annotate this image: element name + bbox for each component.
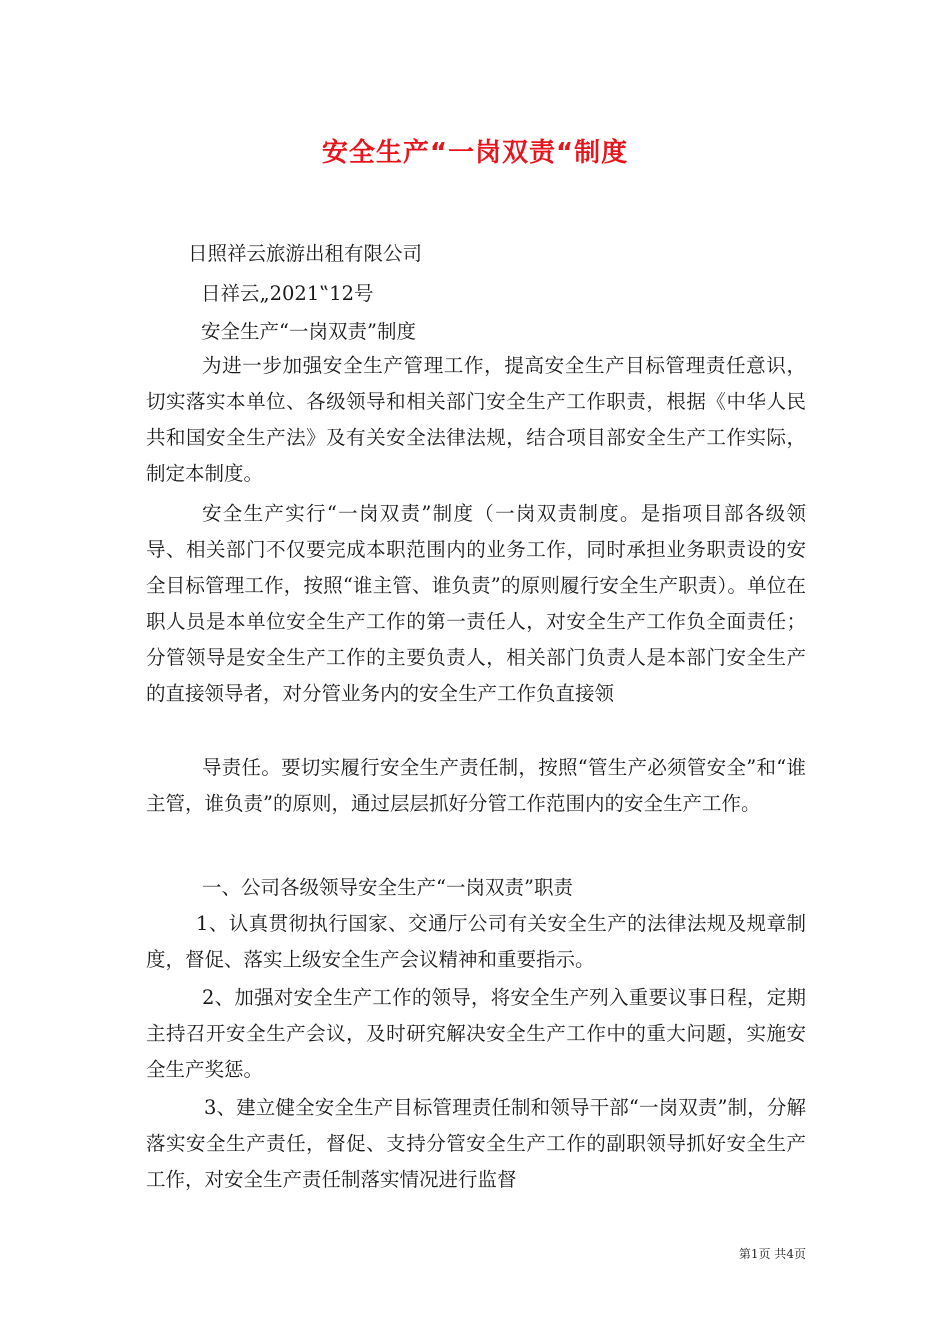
- page-number: 第1页 共4页: [738, 1247, 806, 1261]
- list-item-3: 3、建立健全安全生产目标管理责任制和领导干部“一岗双责”制，分解落实安全生产责任，督促、支持分管安全生产工作的副职领导抓好安全生产工作，对安全生产责任制落实情况进行监督: [146, 1096, 806, 1191]
- paragraph-intro: 为进一步加强安全生产管理工作，提高安全生产目标管理责任意识，切实落实本单位、各级领导和相关部门安全生产工作职责，根据《中华人民共和国安全生产法》及有关安全法律法规，结合项目部安全生产工作实际，制定本制度。: [146, 354, 806, 485]
- document-subtitle: 安全生产“一岗双责”制度: [201, 320, 416, 343]
- document-number: 日祥云„2021‟12号: [201, 282, 374, 305]
- company-name: 日照祥云旅游出租有限公司: [188, 242, 423, 265]
- list-item-2: 2、加强对安全生产工作的领导，将安全生产列入重要议事日程，定期主持召开安全生产会议，及时研究解决安全生产工作中的重大问题，实施安全生产奖惩。: [146, 986, 806, 1081]
- section-heading-1: 一、公司各级领导安全生产“一岗双责”职责: [202, 876, 573, 899]
- list-item-1: 1、认真贯彻执行国家、交通厅公司有关安全生产的法律法规及规章制度，督促、落实上级安全生产会议精神和重要指示。: [146, 912, 806, 971]
- document-title: 安全生产“一岗双责“制度: [321, 138, 629, 168]
- paragraph-responsibility: 导责任。要切实履行安全生产责任制，按照“管生产必须管安全”和“谁主管，谁负责”的原则，通过层层抓好分管工作范围内的安全生产工作。: [146, 756, 806, 815]
- paragraph-system-definition: 安全生产实行“一岗双责”制度（一岗双责制度。是指项目部各级领导、相关部门不仅要完成本职范围内的业务工作，同时承担业务职责设的安全目标管理工作，按照“谁主管、谁负责”的原则履行安全生产职责）。单位在职人员是本单位安全生产工作的第一责任人，对安全生产工作负全面责任；分管领导是安全生产工作的主要负责人，相关部门负责人是本部门安全生产的直接领导者，对分管业务内的安全生产工作负直接领: [146, 502, 806, 705]
